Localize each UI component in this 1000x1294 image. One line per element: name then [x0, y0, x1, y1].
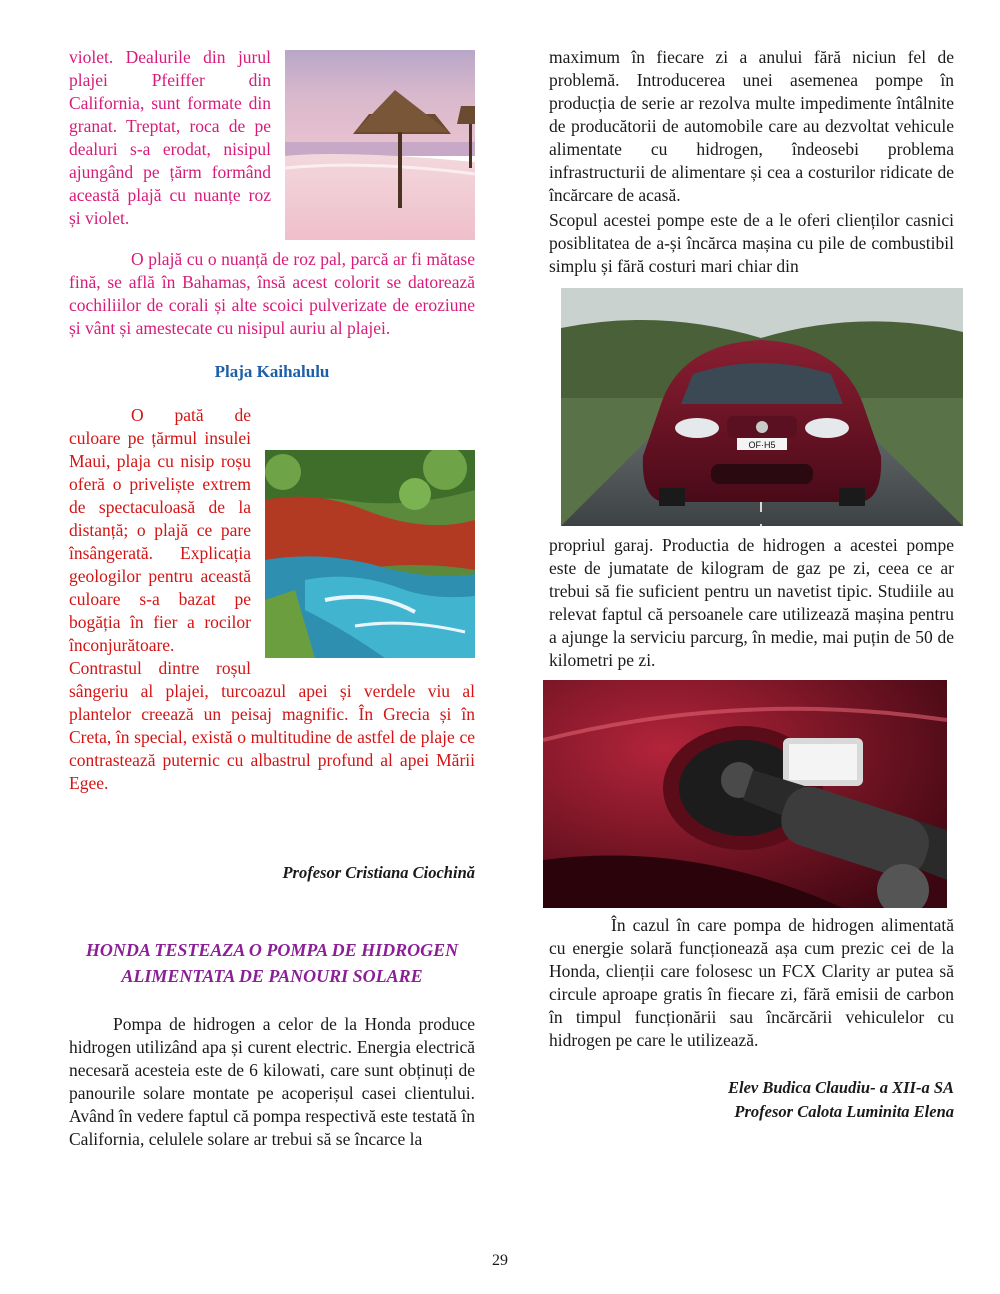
hydrogen-nozzle-photo [543, 680, 947, 908]
article-paragraph-4: În cazul în care pompa de hidrogen alimentată cu energie solară funcționează așa cum prezic cei de la Honda, clienții care folosesc un FCX Clarity ar putea să circule aproape gratis în fiecare zi, fără emisii de carbon în timpul funcționării sau încărcării vehiculelor cu hidrogen pe care le utilizează. [549, 915, 954, 1050]
page-number: 29 [492, 1252, 508, 1269]
kaihalulu-paragraph: O pată de culoare pe țărmul insulei Maui, plaja cu nisip roșu oferă o priveliște extrem de spectaculoasă de la distanță; o plajă ce pare însângerată. Explicația geologilor pentru această culoare s-a bazat pe bogăția în fier a rocilor înconjurătoare. Contrastul dintre roșul sângeriu al plajei, turcoazul apei și verdele viu al plantelor creează un peisaj magnific. În Grecia și în Creta, în special, există o multitudine de astfel de plaje ce contrastează puternic cu albastrul profund al apei Mării Egee. [69, 405, 475, 793]
right-column [549, 46, 954, 1124]
article-intro-paragraph: Pompa de hidrogen a celor de la Honda produce hidrogen utilizând apa și curent electric. Energia electrică necesară acesteia este de 6 kilowati, care sunt obținuți de panourile solare montate pe acoperișul casei clientului. Având în vedere faptul că pompa respectivă este testată în California, celulele solare ar trebui să se încarce la [69, 1014, 475, 1149]
signature-student: Elev Budica Claudiu- a XII-a SA [728, 1078, 954, 1097]
signature-author-2 [549, 1076, 954, 1124]
pink-beach-photo [285, 50, 475, 240]
beach-umbrella-image [285, 50, 475, 240]
red-beach-photo [265, 450, 475, 658]
pink-beach-paragraph: violet. Dealurile din jurul plajei Pfeiffer din California, sunt formate din granat. Treptat, roca de pe dealuri s-a erodat, nisipul ajungând pe țărm formând această plajă cu nuanțe roz și violet. [69, 47, 271, 228]
kaihalulu-heading: Plaja Kaihalulu [214, 362, 330, 381]
honda-car-photo [561, 288, 963, 526]
license-plate: OF·H5 [748, 440, 776, 450]
signature-teacher: Profesor Calota Luminita Elena [734, 1102, 954, 1121]
article-paragraph-2: Scopul acestei pompe este de a le oferi clienților casnici posiblitatea de a-și încărca mașina cu pile de combustibil simplu și fără costuri mari chiar din [549, 210, 954, 276]
signature-author-1: Profesor Cristiana Ciochină [282, 863, 475, 882]
article-paragraph-1: maximum în fiecare zi a anului fără niciun fel de problemă. Introducerea unei asemenea pompe în producția de serie ar rezolva multe impedimente întâlnite de producătorii de automobile care au dezvoltat vehicule alimentate cu hidrogen, îndeosebi problema infrastructurii de alimentare și cea a costurilor ridicate de încărcare de acasă. [549, 47, 954, 205]
article-paragraph-3: propriul garaj. Productia de hidrogen a acestei pompe este de jumatate de kilogram de gaz pe zi, ceea ce ar trebui să fie suficient pentru un navetist tipic. Studiile au relevat faptul că persoanele care utilizează mașina pentru a ajunge la serviciu parcurg, în medie, mai puțin de 50 de kilometri pe zi. [549, 535, 954, 670]
bahamas-paragraph: O plajă cu o nuanță de roz pal, parcă ar fi mătase fină, se află în Bahamas, însă acest colorit se datorează cochiliilor de corali și alte scoici pulverizate de eroziune și vânt și amestecate cu nisipul auriu al plajei. [69, 249, 475, 338]
honda-fcx-car-image [561, 288, 963, 526]
hydrogen-fuel-nozzle-image [543, 680, 947, 908]
red-sand-beach-image [265, 450, 475, 658]
left-column [69, 46, 475, 1151]
article-title: HONDA TESTEAZA O POMPA DE HIDROGEN ALIMENTATA DE PANOURI SOLARE [85, 940, 459, 986]
